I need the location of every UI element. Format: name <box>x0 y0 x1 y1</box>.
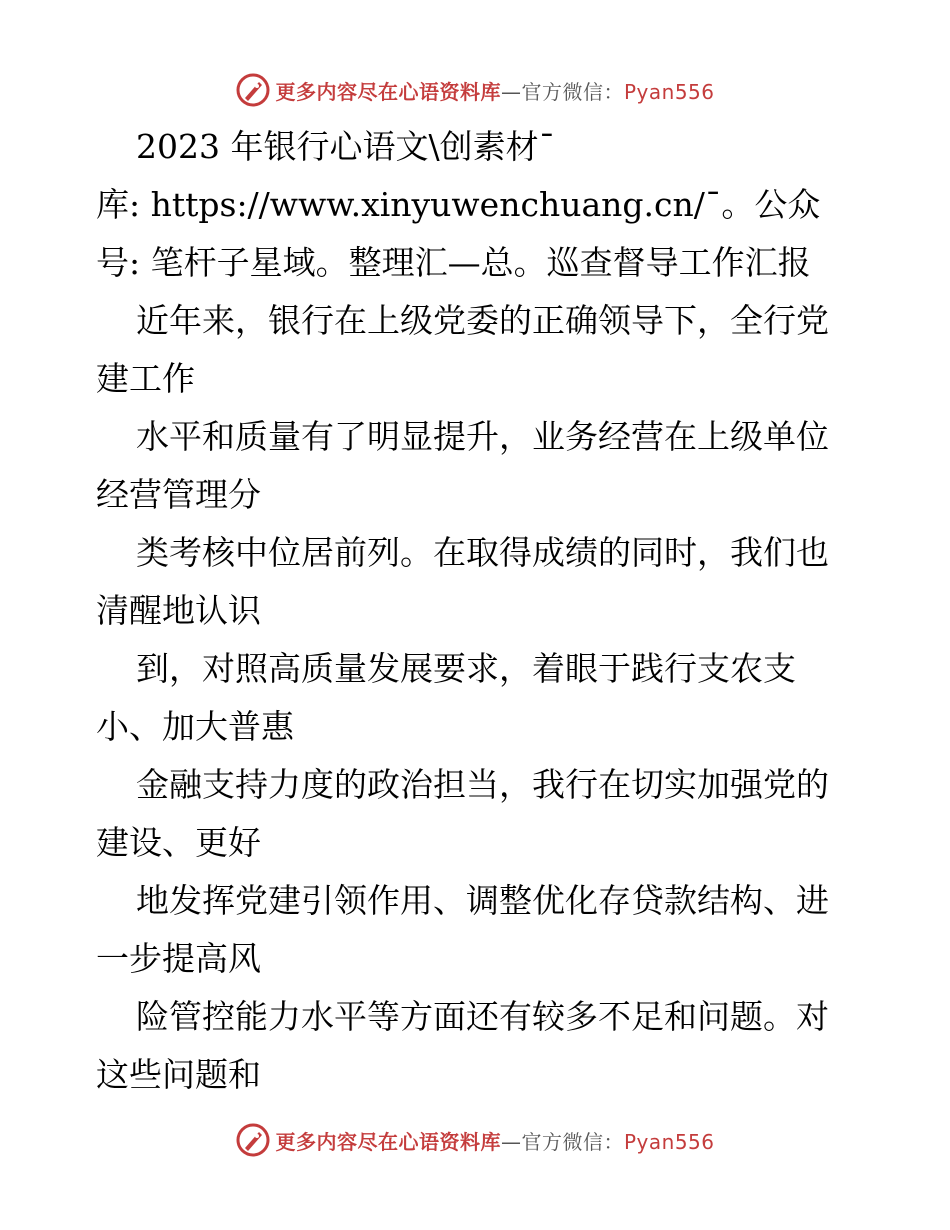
footer-brand-text: 更多内容尽在心语资料库 <box>275 1129 501 1154</box>
doc-line: 2023 年银行心语文\创素材¯ <box>136 127 556 166</box>
doc-line: 地发挥党建引领作用、调整优化存贷款结构、进 <box>136 881 829 920</box>
header-banner-text <box>275 76 714 105</box>
doc-line: 这些问题和 <box>96 1055 261 1094</box>
pen-nib-logo-icon <box>235 1122 271 1158</box>
footer-banner <box>0 1120 950 1160</box>
footer-wechat-label: 官方微信： <box>521 1129 624 1154</box>
document-body <box>96 118 866 1104</box>
doc-line: 号: 笔杆子星域。整理汇—总。巡查督导工作汇报 <box>96 243 811 282</box>
pen-nib-logo-icon <box>235 72 271 108</box>
doc-line: 小、加大普惠 <box>96 707 294 746</box>
doc-line: 经营管理分 <box>96 475 261 514</box>
footer-banner-text <box>275 1126 714 1155</box>
header-banner <box>0 70 950 110</box>
doc-line: 金融支持力度的政治担当，我行在切实加强党的 <box>136 765 829 804</box>
doc-line: 险管控能力水平等方面还有较多不足和问题。对 <box>136 997 829 1036</box>
footer-dash: — <box>500 1129 522 1154</box>
doc-line: 类考核中位居前列。在取得成绩的同时，我们也 <box>136 533 829 572</box>
doc-line: 到，对照高质量发展要求，着眼于践行支农支 <box>136 649 796 688</box>
doc-line: 建工作 <box>96 359 195 398</box>
doc-line: 水平和质量有了明显提升，业务经营在上级单位 <box>136 417 829 456</box>
doc-line: 清醒地认识 <box>96 591 261 630</box>
doc-line: 库: https://www.xinyuwenchuang.cn/¯。公众 <box>96 185 821 224</box>
doc-line: 建设、更好 <box>96 823 261 862</box>
header-wechat-label: 官方微信： <box>521 79 624 104</box>
header-dash: — <box>500 79 522 104</box>
header-brand-text: 更多内容尽在心语资料库 <box>275 79 501 104</box>
doc-line: 近年来，银行在上级党委的正确领导下，全行党 <box>136 301 829 340</box>
doc-line: 一步提高风 <box>96 939 261 978</box>
header-wechat-id: Pyan556 <box>623 79 715 104</box>
footer-wechat-id: Pyan556 <box>623 1129 715 1154</box>
